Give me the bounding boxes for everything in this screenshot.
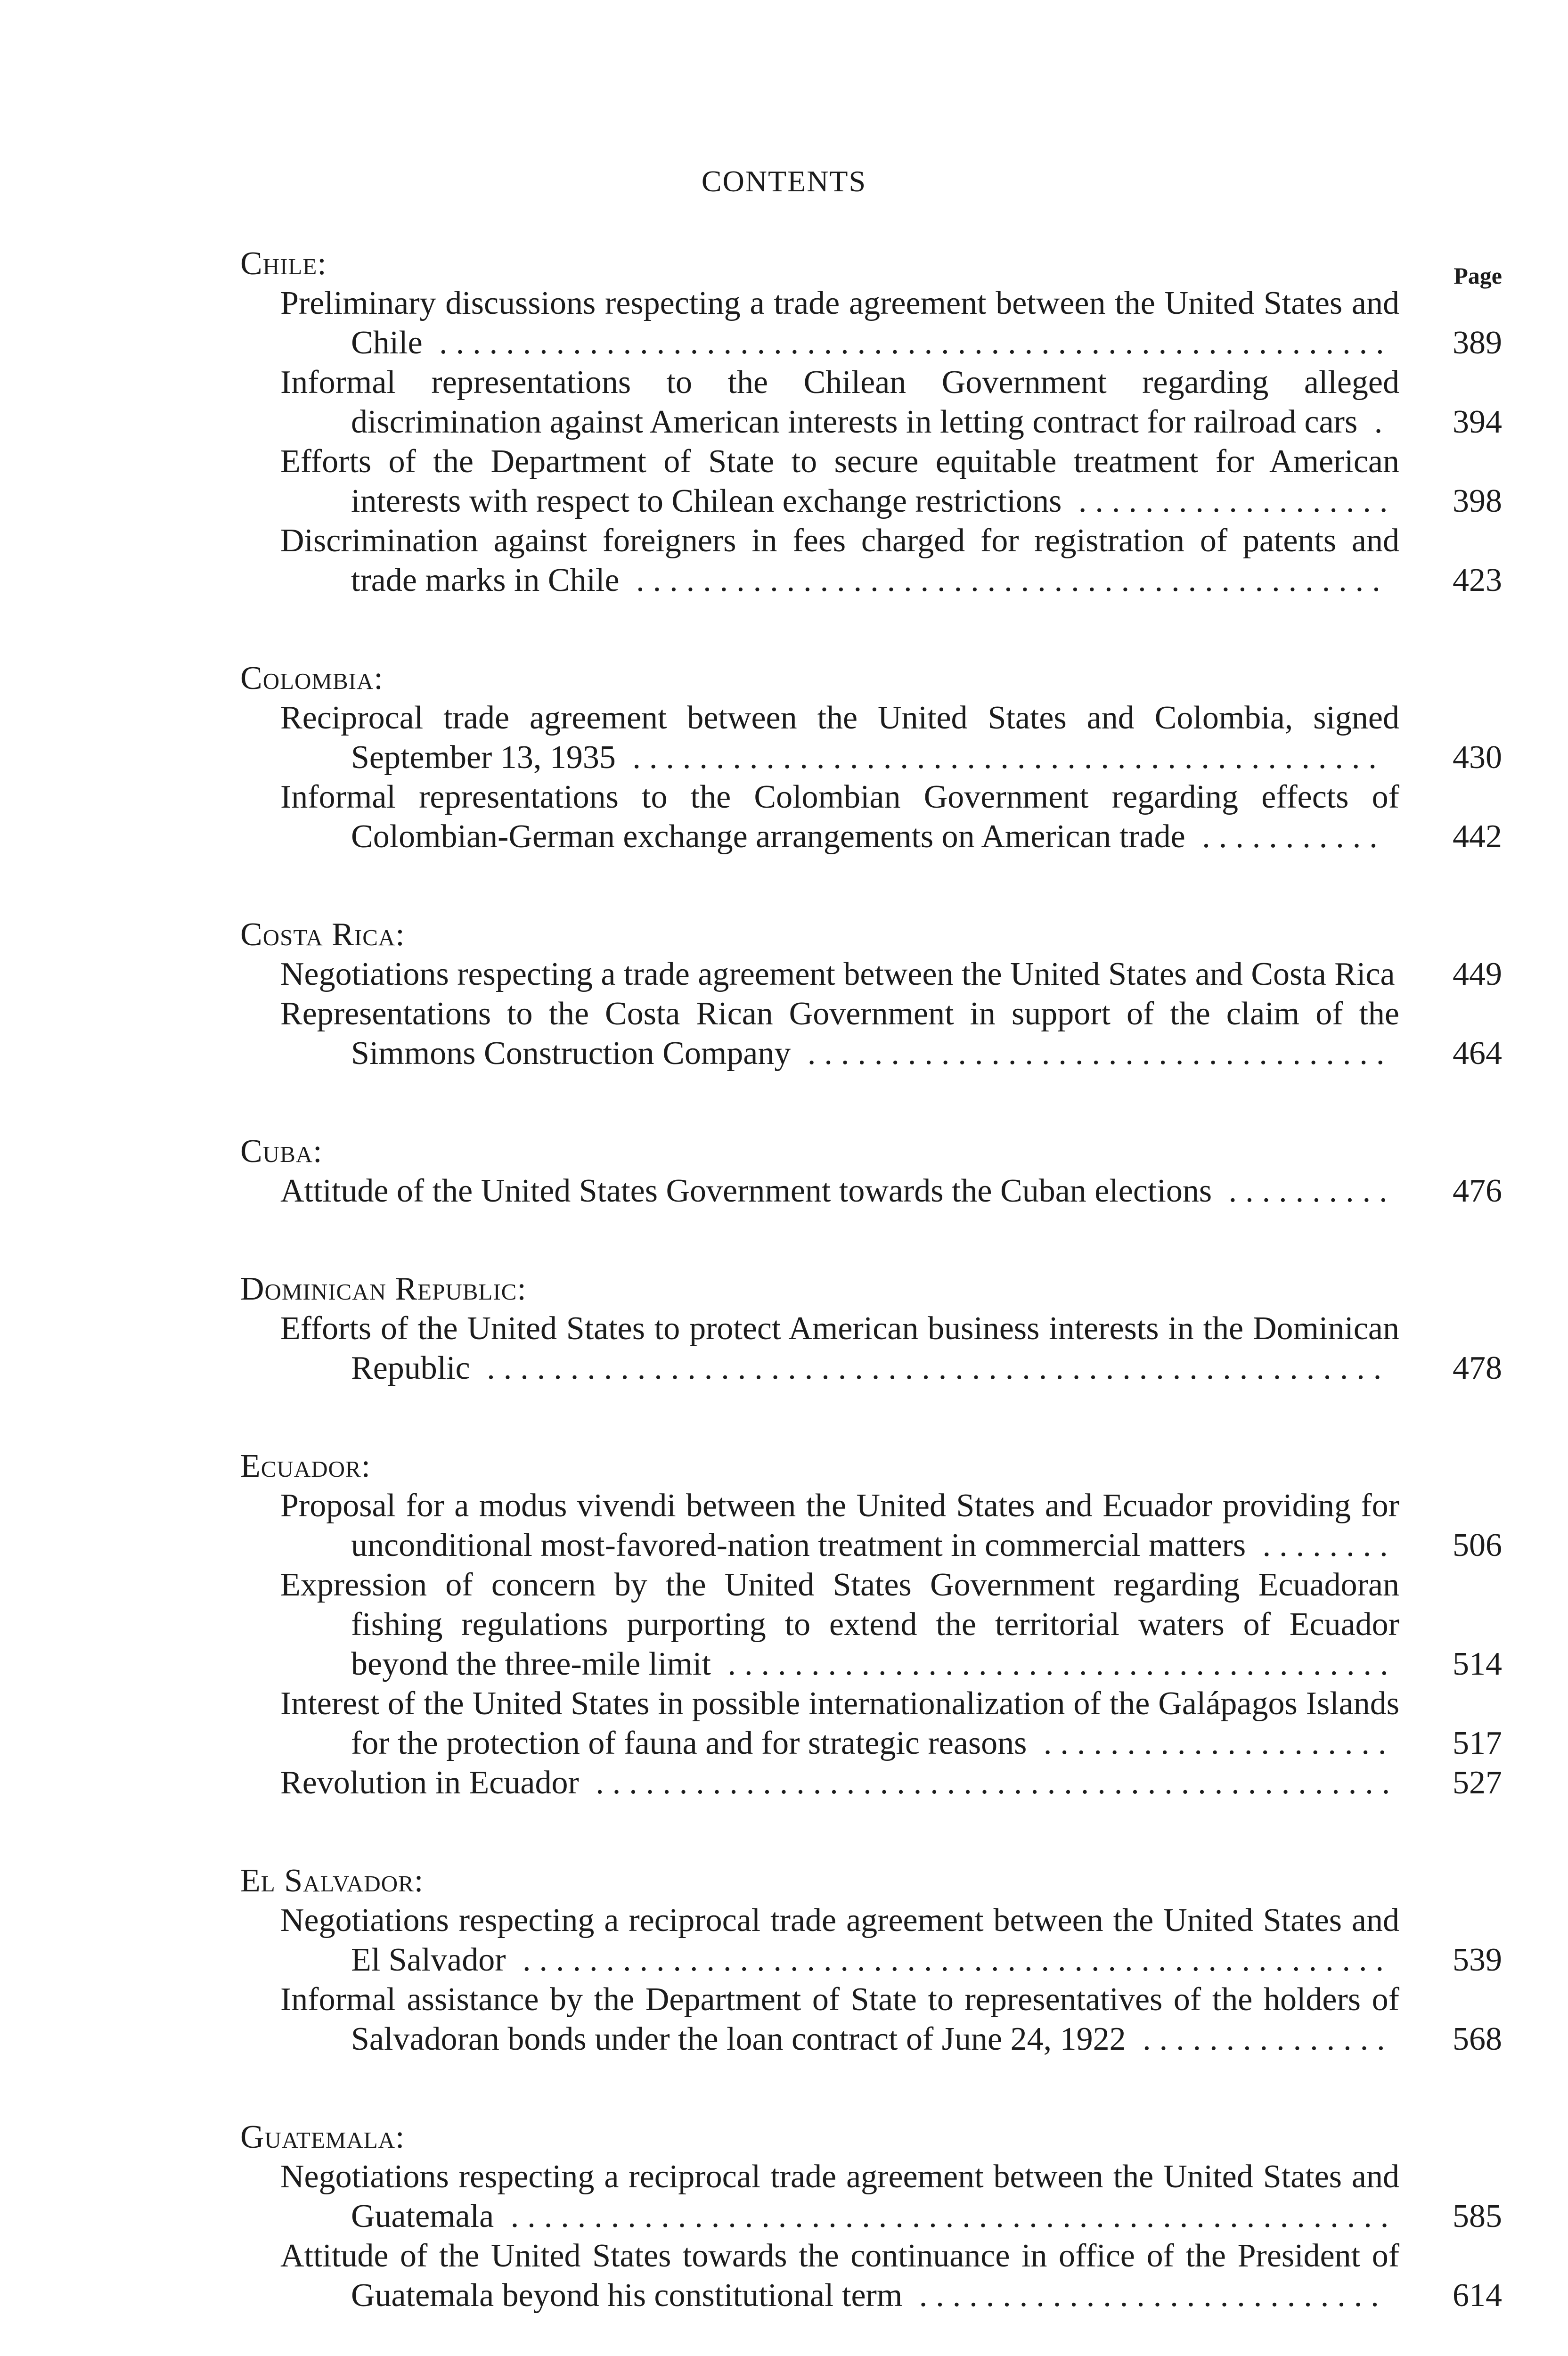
toc-section bbox=[240, 1447, 1502, 1803]
toc-entry bbox=[240, 363, 1502, 442]
entry-title: Interest of the United States in possible internationalization of the Galápagos Islands for the protection of fauna and for strategic reasons bbox=[280, 1685, 1399, 1761]
leader-dots: ............................................. bbox=[615, 739, 1385, 776]
toc-entry bbox=[240, 698, 1502, 777]
entry-text bbox=[240, 1309, 1399, 1388]
toc-entry bbox=[240, 1980, 1502, 2059]
entry-page-number: 506 bbox=[1453, 1527, 1502, 1563]
entry-title: Preliminary discussions respecting a trade agreement between the United States and Chile bbox=[280, 285, 1399, 361]
entry-text bbox=[240, 442, 1399, 521]
toc-entry bbox=[240, 1901, 1502, 1980]
toc-entry bbox=[240, 1171, 1502, 1211]
entry-page-number: 449 bbox=[1453, 956, 1502, 992]
toc-entry bbox=[240, 1486, 1502, 1565]
leader-dots: .......... bbox=[1212, 1173, 1396, 1209]
toc-entry bbox=[240, 777, 1502, 857]
entry-title: Attitude of the United States towards the continuance in office of the President of Guatemala beyond his constitutional term bbox=[280, 2238, 1399, 2314]
section-heading: Chile: bbox=[240, 245, 327, 282]
toc-section bbox=[240, 915, 1502, 1073]
entry-page-number: 614 bbox=[1453, 2277, 1502, 2314]
leader-dots: ........ bbox=[1246, 1527, 1396, 1563]
toc-entry bbox=[240, 955, 1502, 994]
toc-section bbox=[240, 659, 1502, 857]
entry-title: Revolution in Ecuador bbox=[280, 1765, 579, 1801]
entry-page-number: 568 bbox=[1453, 2021, 1502, 2057]
entry-text bbox=[240, 994, 1399, 1073]
leader-dots: ................... bbox=[1062, 483, 1396, 519]
table-of-contents bbox=[240, 244, 1502, 2356]
entry-page-number: 430 bbox=[1453, 739, 1502, 776]
toc-section bbox=[240, 1861, 1502, 2059]
leader-dots: ............... bbox=[1126, 2021, 1394, 2057]
entry-title: Reciprocal trade agreement between the United States and Colombia, signed September 13, 1935 bbox=[280, 700, 1399, 776]
toc-entry bbox=[240, 284, 1502, 363]
entry-text bbox=[240, 1171, 1399, 1211]
leader-dots: ............................................. bbox=[619, 562, 1389, 598]
entry-title: Discrimination against foreigners in fees charged for registration of patents and trade marks in Chile bbox=[280, 523, 1399, 598]
section-heading: Colombia: bbox=[240, 660, 384, 696]
toc-entry bbox=[240, 994, 1502, 1073]
leader-dots: ................................... bbox=[791, 1035, 1393, 1072]
entry-title: Efforts of the United States to protect American business interests in the Dominican Republic bbox=[280, 1310, 1399, 1386]
entry-title: Efforts of the Department of State to secure equitable treatment for American interests with respect to Chilean exchange restrictions bbox=[280, 443, 1399, 519]
entry-page-number: 442 bbox=[1453, 818, 1502, 855]
toc-section bbox=[240, 1132, 1502, 1211]
leader-dots: ................................................ bbox=[579, 1765, 1399, 1801]
entry-text bbox=[240, 1684, 1399, 1763]
leader-dots: . bbox=[1357, 404, 1391, 440]
section-heading: Cuba: bbox=[240, 1133, 323, 1170]
leader-dots: .................................................... bbox=[506, 1942, 1393, 1978]
section-heading: El Salvador: bbox=[240, 1863, 424, 1899]
entry-text bbox=[240, 2157, 1399, 2236]
entry-title: Informal representations to the Chilean Government regarding alleged discrimination against American interests in letting contract for railroad cars bbox=[280, 364, 1399, 440]
entry-text bbox=[240, 1980, 1399, 2059]
entry-title: Proposal for a modus vivendi between the United States and Ecuador providing for unconditional most-favored-nation treatment in commercial matters bbox=[280, 1488, 1399, 1563]
entry-title: Representations to the Costa Rican Government in support of the claim of the Simmons Construction Company bbox=[280, 996, 1399, 1072]
toc-entry bbox=[240, 521, 1502, 600]
entry-text bbox=[240, 521, 1399, 600]
entry-page-number: 423 bbox=[1453, 562, 1502, 598]
toc-entry bbox=[240, 1309, 1502, 1388]
leader-dots: ..................... bbox=[1027, 1725, 1395, 1761]
leader-dots: ........................................ bbox=[710, 1646, 1397, 1682]
section-heading: Ecuador: bbox=[240, 1448, 371, 1484]
leader-dots: ........... bbox=[1185, 818, 1386, 855]
toc-entry bbox=[240, 1763, 1502, 1803]
entry-text bbox=[240, 1901, 1399, 1980]
entry-title: Negotiations respecting a reciprocal trade agreement between the United States and Guatemala bbox=[280, 2159, 1399, 2234]
entry-page-number: 585 bbox=[1453, 2198, 1502, 2234]
entry-text bbox=[240, 363, 1399, 442]
toc-entry bbox=[240, 1565, 1502, 1684]
toc-entry bbox=[240, 2157, 1502, 2236]
leader-dots: ......................................................... bbox=[422, 325, 1393, 361]
entry-text bbox=[240, 777, 1399, 857]
entry-text bbox=[240, 698, 1399, 777]
page-column-label: Page bbox=[1454, 262, 1502, 289]
leader-dots: ............................ bbox=[902, 2277, 1388, 2314]
entry-text bbox=[240, 1763, 1399, 1803]
entry-text bbox=[240, 284, 1399, 363]
entry-text bbox=[240, 1565, 1399, 1684]
section-heading: Guatemala: bbox=[240, 2119, 405, 2155]
entry-page-number: 539 bbox=[1453, 1942, 1502, 1978]
toc-section bbox=[240, 244, 1502, 600]
entry-text bbox=[240, 955, 1399, 994]
toc-section bbox=[240, 2118, 1502, 2315]
entry-page-number: 476 bbox=[1453, 1173, 1502, 1209]
entry-page-number: 514 bbox=[1453, 1646, 1502, 1682]
page-title: CONTENTS bbox=[701, 164, 867, 198]
entry-title: Attitude of the United States Government towards the Cuban elections bbox=[280, 1173, 1212, 1209]
toc-entry bbox=[240, 1684, 1502, 1763]
section-heading: Dominican Republic: bbox=[240, 1271, 527, 1307]
entry-title: Expression of concern by the United States Government regarding Ecuadoran fishing regulations purporting to extend the territorial waters of Ecuador beyond the three-mile limit bbox=[280, 1567, 1399, 1682]
entry-page-number: 394 bbox=[1453, 404, 1502, 440]
entry-page-number: 398 bbox=[1453, 483, 1502, 519]
entry-title: Informal representations to the Colombian Government regarding effects of Colombian-German exchange arrangements on American trade bbox=[280, 779, 1399, 855]
entry-title: Negotiations respecting a trade agreement between the United States and Costa Rica bbox=[280, 956, 1395, 992]
entry-page-number: 389 bbox=[1453, 325, 1502, 361]
entry-page-number: 464 bbox=[1453, 1035, 1502, 1072]
toc-entry bbox=[240, 2236, 1502, 2315]
leader-dots: ...................................................... bbox=[470, 1350, 1390, 1386]
entry-text bbox=[240, 1486, 1399, 1565]
toc-section bbox=[240, 1269, 1502, 1388]
entry-page-number: 478 bbox=[1453, 1350, 1502, 1386]
leader-dots: ..................................................... bbox=[494, 2198, 1397, 2234]
entry-text bbox=[240, 2236, 1399, 2315]
toc-entry bbox=[240, 442, 1502, 521]
entry-title: Informal assistance by the Department of State to representatives of the holders of Salvadoran bonds under the loan contract of June 24, 1922 bbox=[280, 1981, 1399, 2057]
entry-page-number: 517 bbox=[1453, 1725, 1502, 1761]
entry-title: Negotiations respecting a reciprocal trade agreement between the United States and El Salvador bbox=[280, 1902, 1399, 1978]
entry-page-number: 527 bbox=[1453, 1765, 1502, 1801]
section-heading: Costa Rica: bbox=[240, 916, 405, 953]
